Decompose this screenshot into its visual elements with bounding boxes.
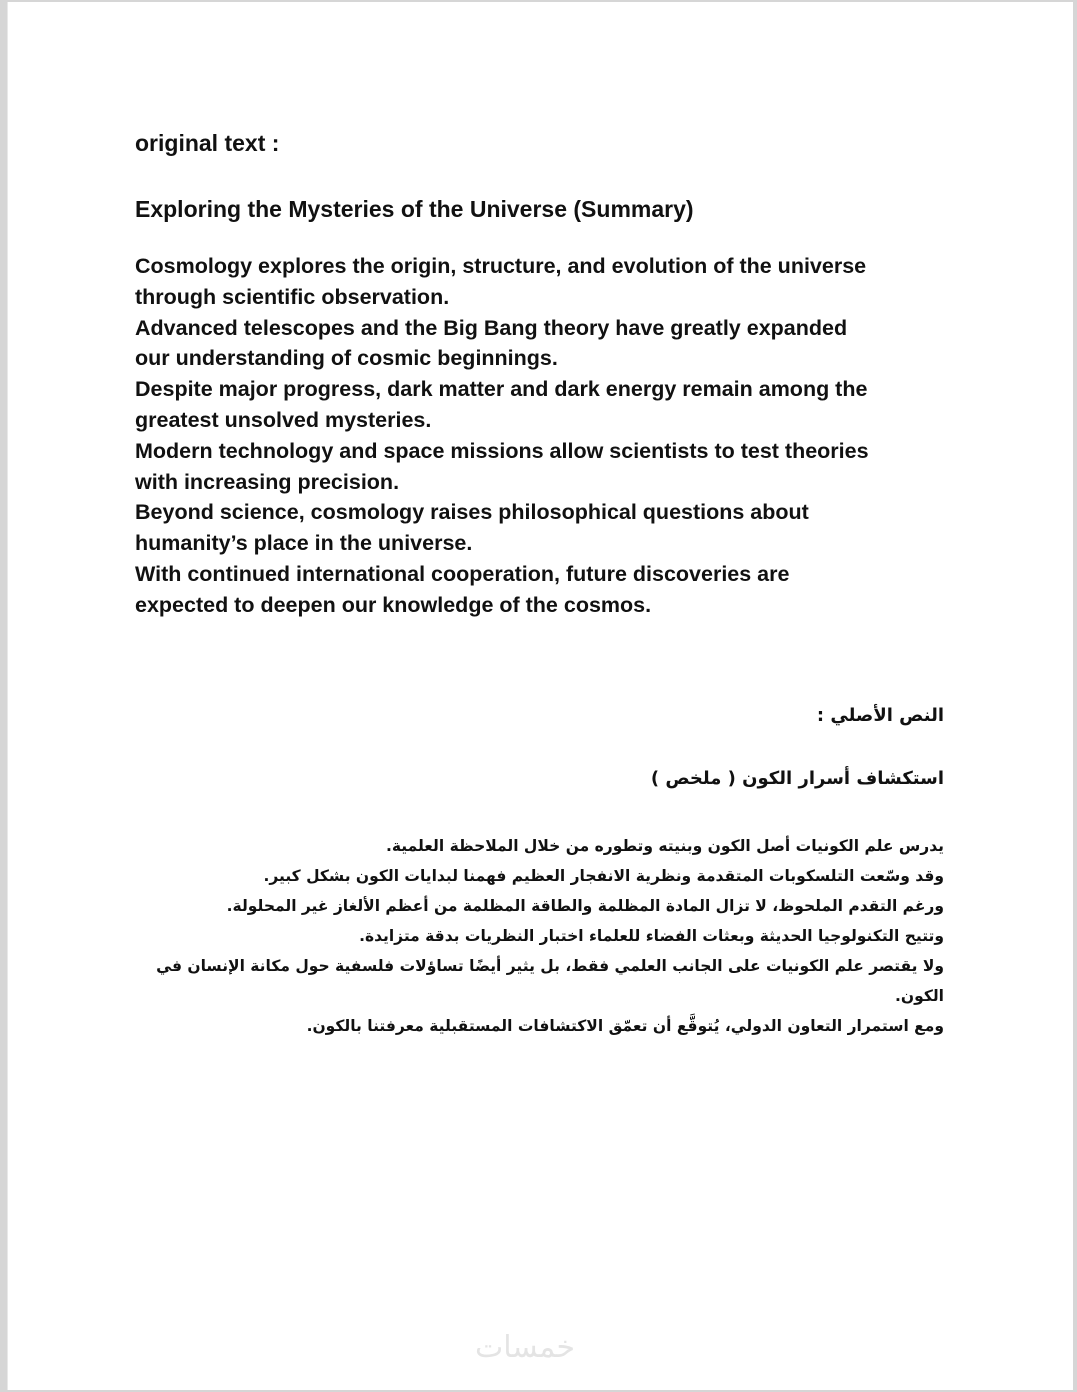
english-line: humanity’s place in the universe. (135, 531, 473, 556)
english-title: Exploring the Mysteries of the Universe (Summary) (135, 196, 694, 222)
english-line: Advanced telescopes and the Big Bang theory have greatly expanded (135, 315, 848, 340)
english-line: through scientific observation. (135, 284, 450, 309)
arabic-paragraph: وتتيح التكنولوجيا الحديثة وبعثات الفضاء للعلماء اختبار النظريات بدقة متزايدة. (359, 927, 944, 945)
english-line: Modern technology and space missions allow scientists to test theories (135, 438, 869, 463)
arabic-paragraph: يدرس علم الكونيات أصل الكون وبنيته وتطوره من خلال الملاحظة العلمية. (385, 837, 944, 855)
khamsat-watermark-logo: خمسات (475, 1330, 576, 1365)
english-line: our understanding of cosmic beginnings. (135, 346, 558, 371)
english-line: With continued international cooperation, future discoveries are (135, 561, 790, 586)
arabic-title: استكشاف أسرار الكون ( ملخص ) (650, 768, 944, 789)
english-section-label: original text : (135, 130, 280, 156)
english-line: Despite major progress, dark matter and dark energy remain among the (135, 377, 868, 402)
english-line: expected to deepen our knowledge of the cosmos. (135, 592, 652, 617)
arabic-paragraph: ورغم التقدم الملحوظ، لا تزال المادة المظلمة والطاقة المظلمة من أعظم الألغاز غير المحلولة. (226, 897, 944, 915)
english-line: Beyond science, cosmology raises philosophical questions about (135, 500, 809, 525)
arabic-body (154, 831, 944, 1041)
arabic-section-label: النص الأصلي : (816, 705, 944, 726)
english-line: greatest unsolved mysteries. (135, 407, 432, 432)
english-body (135, 251, 955, 621)
english-line: Cosmology explores the origin, structure, and evolution of the universe (135, 254, 867, 278)
arabic-paragraph: ومع استمرار التعاون الدولي، يُتوقَّع أن تعمّق الاكتشافات المستقبلية معرفتنا بالكون. (306, 1017, 944, 1035)
arabic-paragraph: ولا يقتصر علم الكونيات على الجانب العلمي فقط، بل يثير أيضًا تساؤلات فلسفية حول مكانة الإنسان في الكون. (156, 957, 944, 1005)
arabic-paragraph: وقد وسّعت التلسكوبات المتقدمة ونظرية الانفجار العظيم فهمنا لبدايات الكون بشكل كبير. (263, 867, 944, 885)
document-page (7, 2, 1073, 1390)
english-line: with increasing precision. (135, 469, 400, 494)
